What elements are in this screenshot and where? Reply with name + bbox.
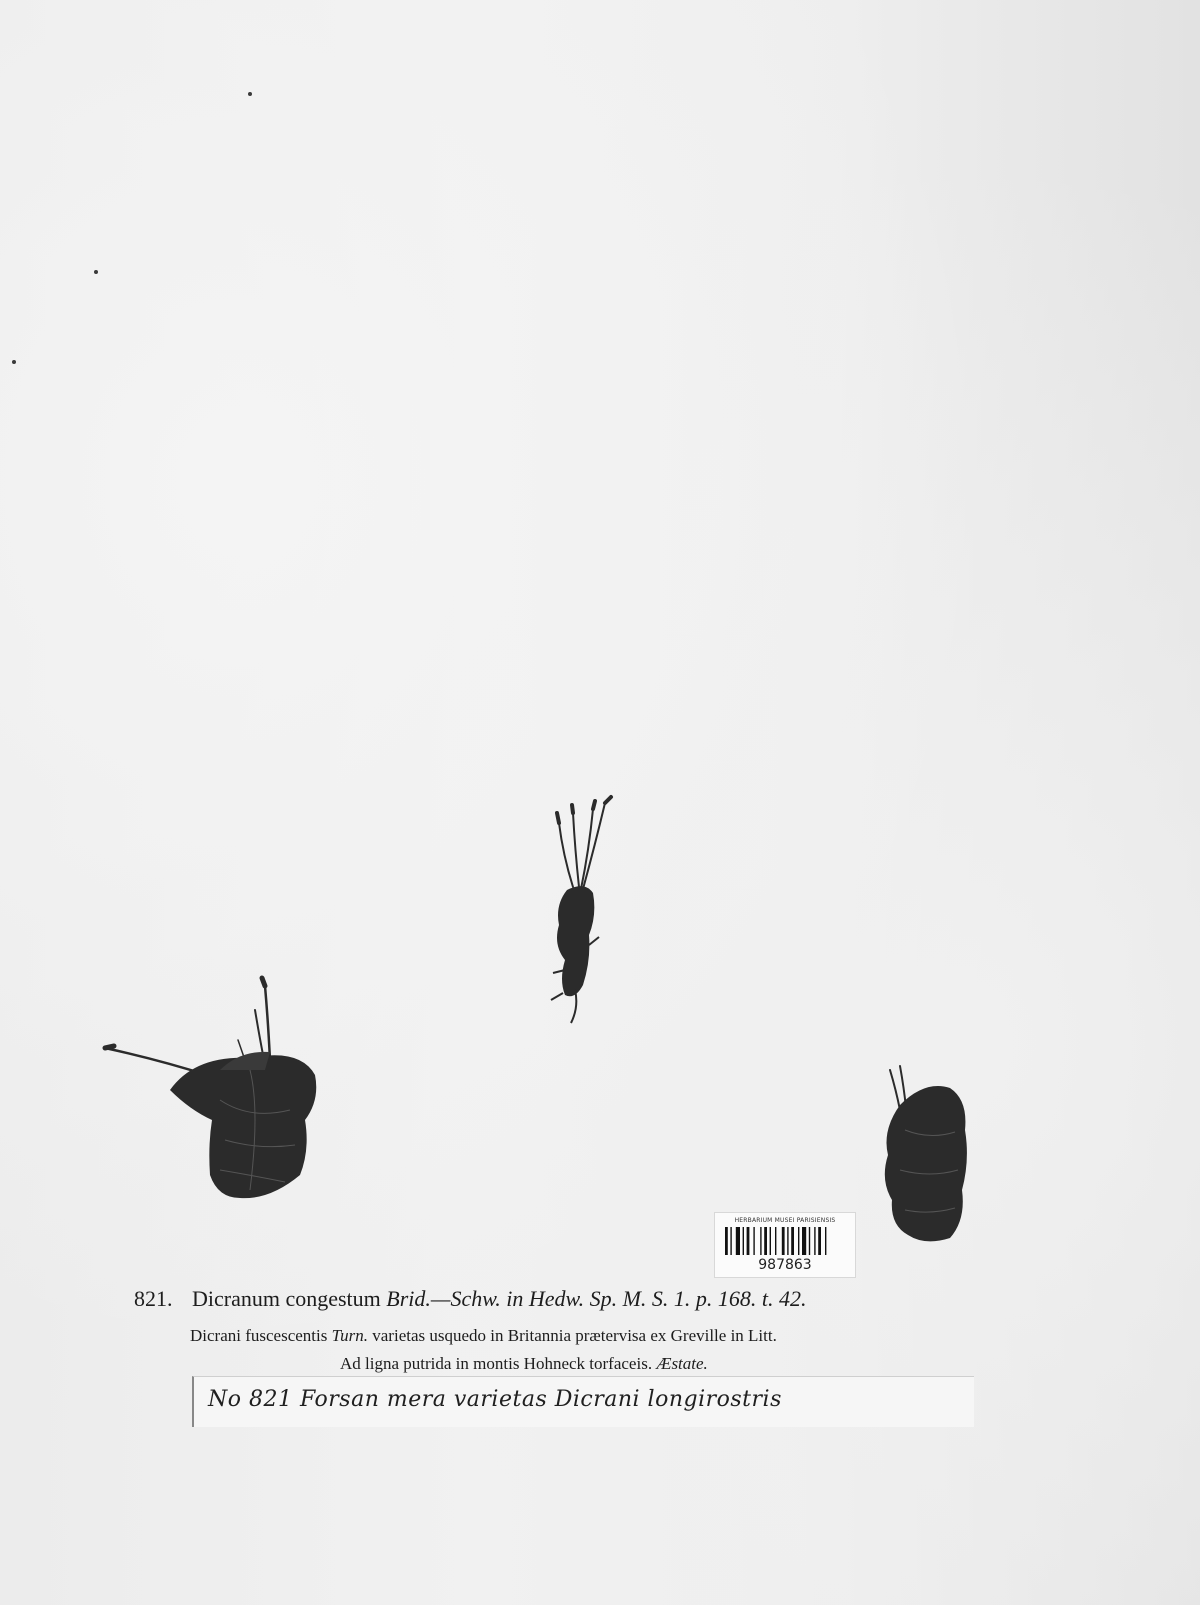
paper-speck (12, 360, 16, 364)
moss-specimen-left (100, 960, 330, 1210)
handwritten-slip (192, 1376, 974, 1427)
barcode-bar (787, 1227, 788, 1255)
barcode-bar (764, 1227, 767, 1255)
barcode-bar (814, 1227, 815, 1255)
barcode-bar (725, 1227, 728, 1255)
barcode-bar (818, 1227, 821, 1255)
barcode-institution-text: HERBARIUM MUSEI PARISIENSIS (734, 1217, 836, 1224)
species-name: Dicranum congestum (192, 1286, 381, 1311)
barcode-bar (770, 1227, 771, 1255)
label-line-1 (134, 1286, 807, 1312)
paper-speck (248, 92, 252, 96)
barcode-bar (736, 1227, 740, 1255)
barcode-bar (798, 1227, 799, 1255)
variety-note: varietas usquedo in Britannia prætervisa ex Greville in Litt. (372, 1326, 777, 1345)
habitat: Ad ligna putrida in montis Hohneck torfaceis. (340, 1354, 653, 1373)
handwritten-annotation: No 821 Forsan mera varietas Dicrani longirostris (208, 1387, 782, 1412)
moss-specimen-right (870, 1060, 980, 1250)
barcode-bar (747, 1227, 750, 1255)
season: Æstate. (656, 1354, 708, 1373)
barcode-bar (809, 1227, 810, 1255)
label-line-2 (190, 1326, 777, 1346)
moss-specimen-middle (545, 795, 635, 1035)
barcode-bar (791, 1227, 794, 1255)
barcode-bar (730, 1227, 731, 1255)
barcode-bar (775, 1227, 776, 1255)
label-line-3 (340, 1354, 708, 1374)
paper-speck (94, 270, 98, 274)
barcode-bar (753, 1227, 754, 1255)
species-author: Brid. (386, 1286, 431, 1311)
barcode-bar (802, 1227, 806, 1255)
variety-of: Dicrani fuscescentis (190, 1326, 328, 1345)
barcode-bar (782, 1227, 785, 1255)
specimen-number: 821. (134, 1286, 173, 1311)
barcode-bar (743, 1227, 744, 1255)
variety-author: Turn. (331, 1326, 369, 1345)
barcode-number: 987863 (758, 1257, 812, 1273)
barcode-bar (825, 1227, 826, 1255)
citation: —Schw. in Hedw. Sp. M. S. 1. p. 168. t. 42. (430, 1286, 807, 1311)
barcode-label (714, 1212, 856, 1278)
barcode-bar (760, 1227, 761, 1255)
barcode-bars (725, 1227, 845, 1255)
